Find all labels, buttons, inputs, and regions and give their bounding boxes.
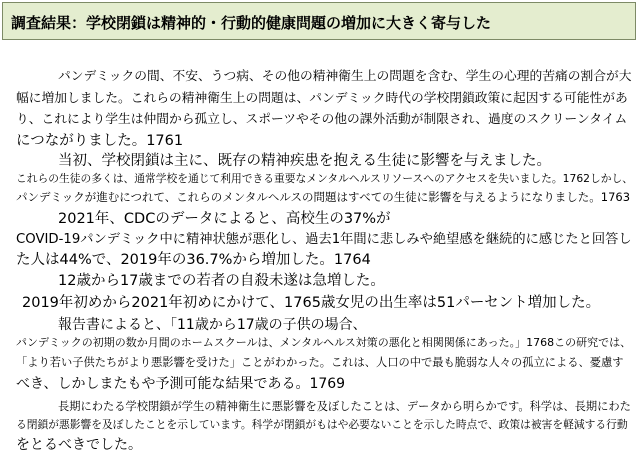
paragraph-7-line-3: 「より若い子供たちがより悪影響を受けた」ことがわかった。これは、人口の中で最も脆弱な人々の孤立による、憂慮す (16, 356, 624, 369)
paragraph-4-line-1: 2021年、CDCのデータによると、高校生の37%が (58, 211, 391, 227)
paragraph-1-line-4: につながりました。1761 (16, 133, 184, 149)
paragraph-7-line-2: パンデミックの初期の数か月間のホームスクールは、メンタルヘルス対策の悪化と相関関係にあった。」1768この研究では、 (16, 336, 632, 349)
paragraph-8-line-1: 長期にわたる学校閉鎖が学生の精神衛生に悪影響を及ぼしたことは、データから明らかです。科学は、長期にわた (58, 400, 631, 413)
paragraph-1-line-3: り、これにより学生は仲間から孤立し、スポーツやその他の課外活動が制限され、過度のスクリーンタイム (16, 112, 628, 127)
findings-title: 調査結果：学校閉鎖は精神的・行動的健康問題の増加に大きく寄与した (11, 14, 492, 32)
paragraph-7-line-4: べき、しかしまたもや予測可能な結果である。1769 (16, 376, 346, 392)
paragraph-8-line-2: る閉鎖が悪影響を及ぼしたことを示しています。科学が閉鎖がもはや必要ないことを示した時点で、政策は被害を軽減する行動 (16, 418, 628, 431)
paragraph-7-line-1: 報告書によると、「11歳から17歳の子供の場合、 (58, 317, 367, 333)
paragraph-3-line-2: パンデミックが進むにつれて、これらのメンタルヘルスの問題はすべての生徒に影響を与えるようになりました。1763 (16, 190, 631, 204)
findings-header-box (2, 2, 636, 40)
paragraph-4-line-2: COVID-19パンデミック中に精神状態が悪化し、過去1年間に悲しみや絶望感を継続的に感じたと回答し (16, 232, 632, 247)
paragraph-1-line-2: 幅に増加しました。これらの精神衛生上の問題は、パンデミック時代の学校閉鎖政策に起因する可能性があ (16, 91, 628, 106)
paragraph-8-line-3: をとるべきでした。 (16, 437, 142, 453)
paragraph-6: 2019年初めから2021年初めにかけて、1765歳女児の出生率は51パーセント増加した。 (22, 295, 601, 311)
paragraph-3-line-1: これらの生徒の多くは、通常学校を通じて利用できる重要なメンタルヘルスリソースへのアクセスを失いました。1762しかし、 (16, 172, 633, 185)
paragraph-4-line-3: た人は44%で、2019年の36.7%から増加した。1764 (16, 252, 371, 268)
paragraph-1-line-1: パンデミックの間、不安、うつ病、その他の精神衛生上の問題を含む、学生の心理的苦痛の割合が大 (58, 69, 632, 84)
paragraph-2: 当初、学校閉鎖は主に、既存の精神疾患を抱える生徒に影響を与えました。 (58, 153, 551, 169)
paragraph-5: 12歳から17歳までの若者の自殺未遂は急増した。 (58, 273, 385, 289)
